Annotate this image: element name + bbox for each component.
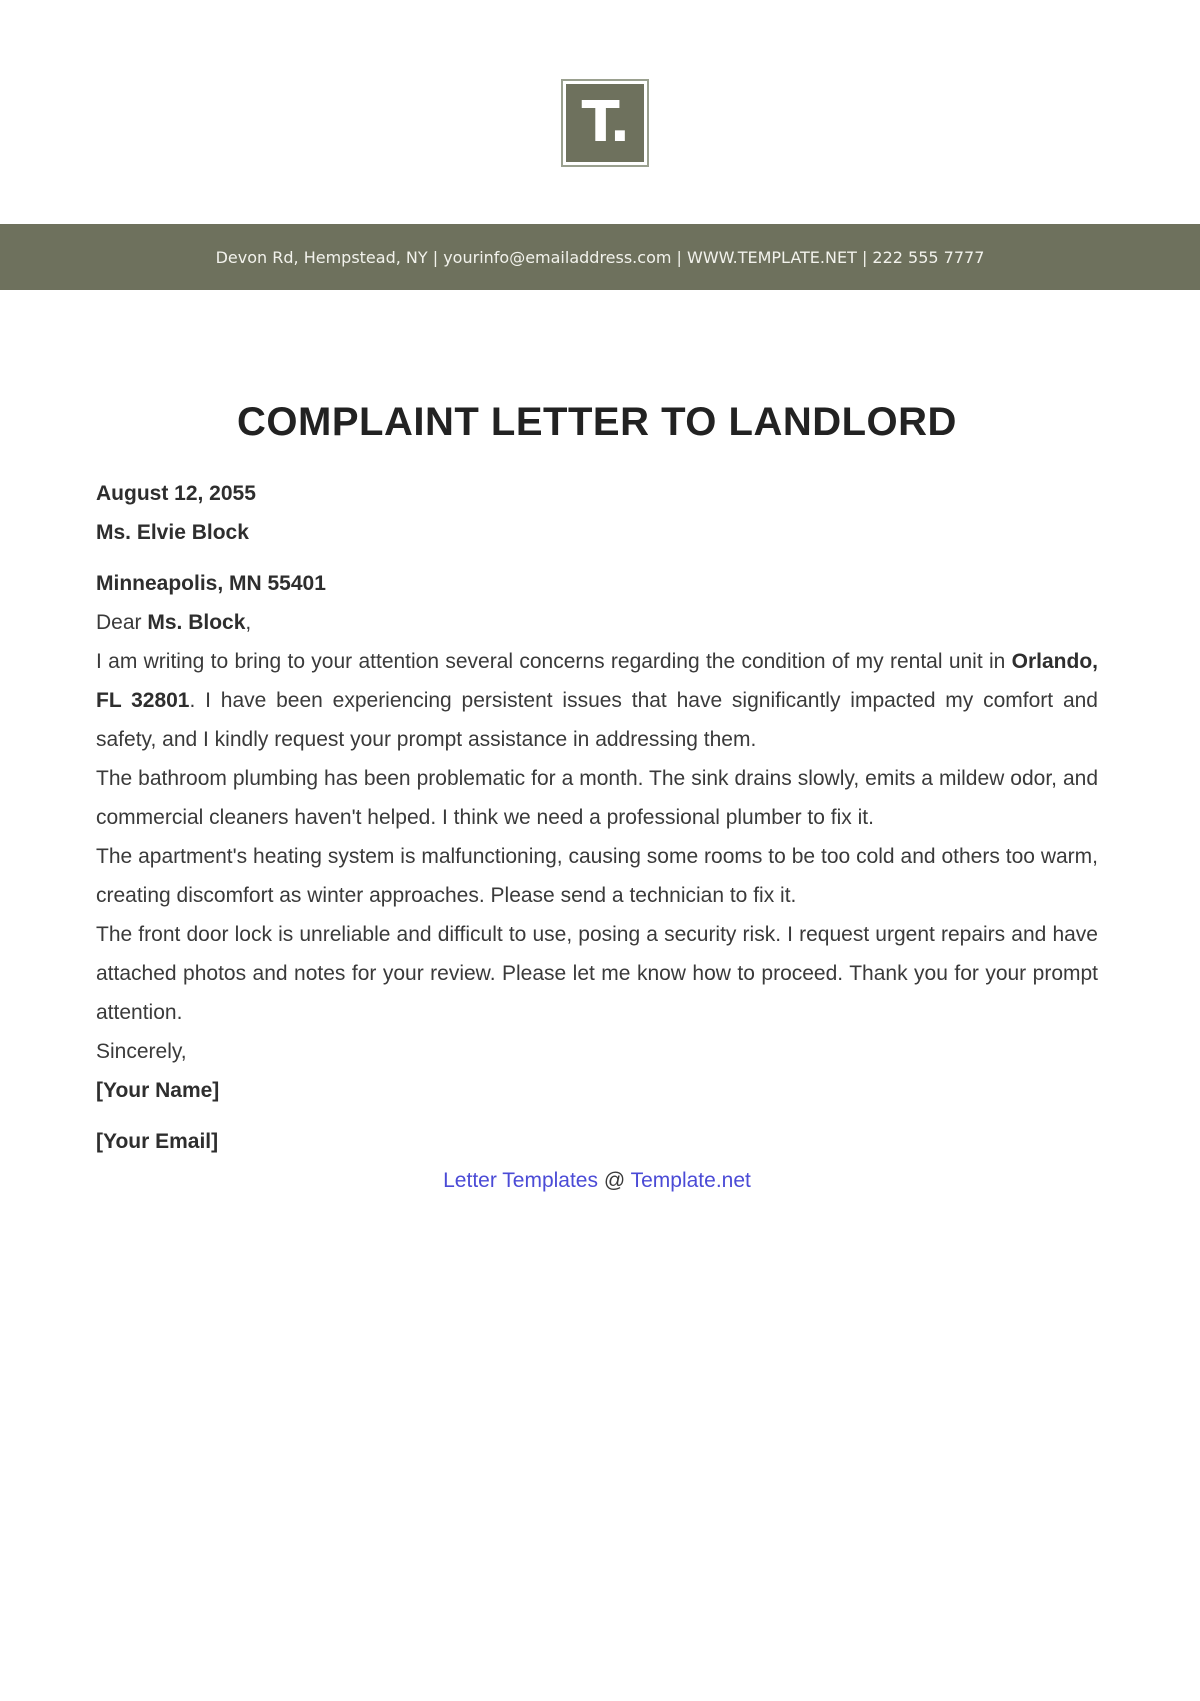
salutation <box>96 603 1098 642</box>
closing: Sincerely, <box>96 1040 187 1063</box>
template-net-link[interactable]: Template.net <box>630 1169 751 1192</box>
logo-mark: T. <box>566 84 644 162</box>
brand-logo <box>561 79 649 167</box>
letter-title: COMPLAINT LETTER TO LANDLORD <box>237 400 957 444</box>
contact-bar <box>0 224 1200 290</box>
sender-name: [Your Name] <box>96 1079 220 1102</box>
salutation-prefix: Dear <box>96 611 148 634</box>
letter-date: August 12, 2055 <box>96 482 256 505</box>
footer-credit <box>96 1161 1098 1200</box>
recipient-name: Ms. Elvie Block <box>96 521 249 544</box>
contact-info: Devon Rd, Hempstead, NY | yourinfo@emailaddress.com | WWW.TEMPLATE.NET | 222 555 7777 <box>215 247 985 267</box>
paragraph-intro <box>96 642 1098 759</box>
letter-body <box>96 396 1098 1200</box>
letter-templates-link[interactable]: Letter Templates <box>443 1169 598 1192</box>
intro-text-start: I am writing to bring to your attention several concerns regarding the condition of my rental unit in <box>96 650 1012 673</box>
footer-separator: @ <box>598 1169 631 1192</box>
sender-email: [Your Email] <box>96 1130 219 1153</box>
paragraph-heating: The apartment's heating system is malfunctioning, causing some rooms to be too cold and others too warm, creating discomfort as winter approaches. Please send a technician to fix it. <box>96 845 1098 907</box>
salutation-name: Ms. Block <box>147 611 246 634</box>
recipient-city: Minneapolis, MN 55401 <box>96 572 326 595</box>
salutation-suffix: , <box>245 611 252 634</box>
rental-location: Orlando, FL 32801 <box>96 650 1098 712</box>
intro-text-end: . I have been experiencing persistent issues that have significantly impacted my comfort and safety, and I kindly request your prompt assistance in addressing them. <box>96 689 1098 751</box>
paragraph-plumbing: The bathroom plumbing has been problematic for a month. The sink drains slowly, emits a mildew odor, and commercial cleaners haven't helped. I think we need a professional plumber to fix it. <box>96 767 1098 829</box>
paragraph-door-lock: The front door lock is unreliable and difficult to use, posing a security risk. I request urgent repairs and have attached photos and notes for your review. Please let me know how to proceed. Thank you for your prompt attention. <box>96 923 1098 1024</box>
